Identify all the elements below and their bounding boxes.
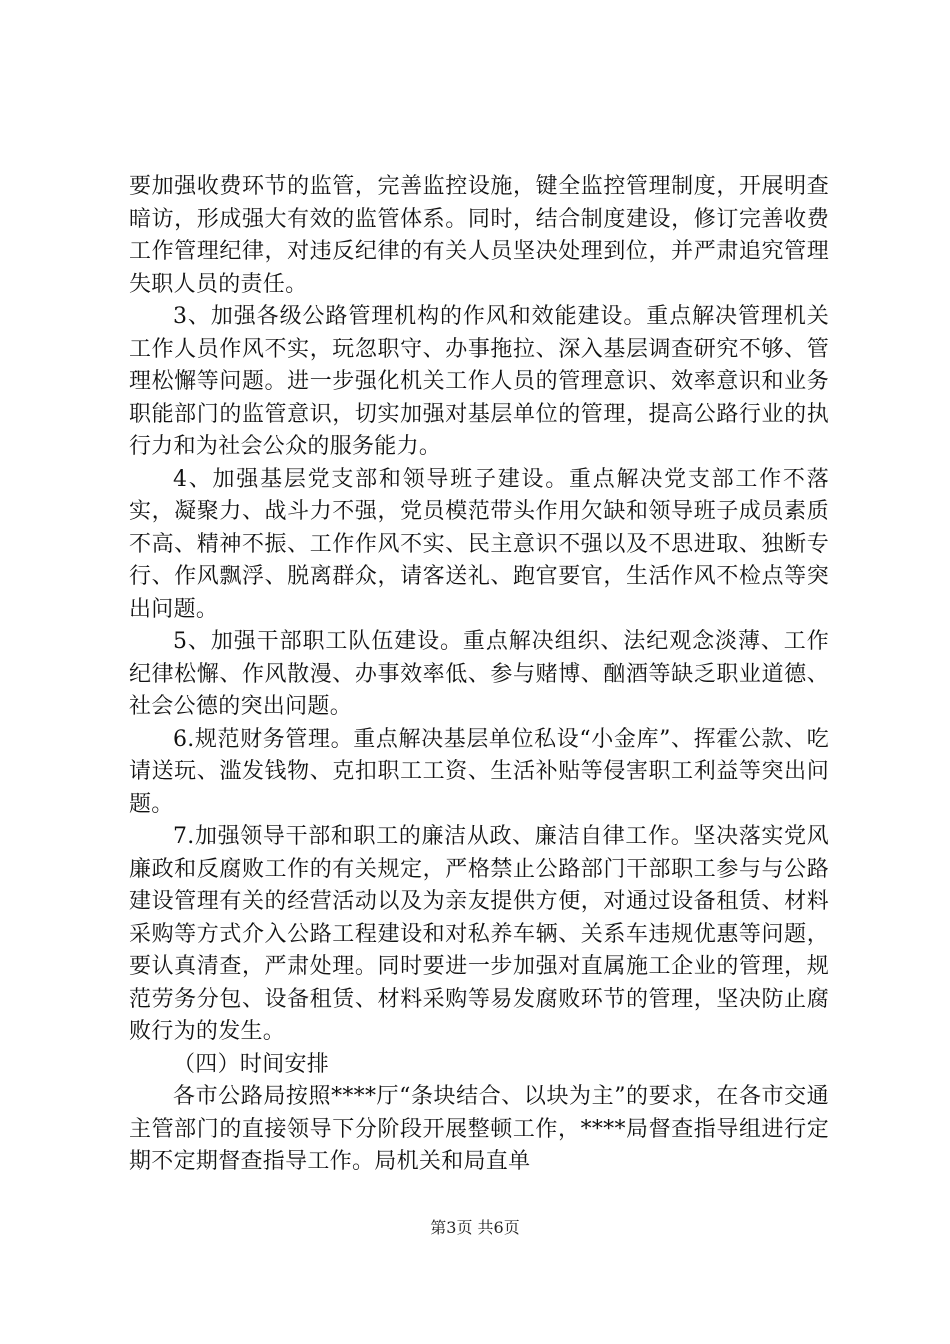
page-number-footer: 第3页 共6页 <box>430 1218 520 1237</box>
paragraph-continuation: 要加强收费环节的监管，完善监控设施，键全监控管理制度，开展明查暗访，形成强大有效的监管体系。同时，结合制度建设，修订完善收费工作管理纪律，对违反纪律的有关人员坚决处理到位，并严肃追究管理失职人员的责任。 <box>129 174 829 297</box>
document-body <box>129 171 829 1179</box>
paragraph-item-7: 7.加强领导干部和职工的廉洁从政、廉洁自律工作。坚决落实党风廉政和反腐败工作的有关规定，严格禁止公路部门干部职工参与与公路建设管理有关的经营活动以及为亲友提供方便，对通过设备租赁、材料采购等方式介入公路工程建设和对私养车辆、关系车违规优惠等问题，要认真清查，严肃处理。同时要进一步加强对直属施工企业的管理，规范劳务分包、设备租赁、材料采购等易发腐败环节的管理，坚决防止腐败行为的发生。 <box>129 824 829 1044</box>
paragraph-item-5: 5、加强干部职工队伍建设。重点解决组织、法纪观念淡薄、工作纪律松懈、作风散漫、办事效率低、参与赌博、酗酒等缺乏职业道德、社会公德的突出问题。 <box>129 629 829 719</box>
section-heading-schedule: （四）时间安排 <box>173 1051 330 1077</box>
paragraph-item-4: 4、加强基层党支部和领导班子建设。重点解决党支部工作不落实，凝聚力、战斗力不强，党员模范带头作用欠缺和领导班子成员素质不高、精神不振、工作作风不实、民主意识不强以及不思进取、独断专行、作风飘浮、脱离群众，请客送礼、跑官要官，生活作风不检点等突出问题。 <box>129 466 829 622</box>
paragraph-item-3: 3、加强各级公路管理机构的作风和效能建设。重点解决管理机关工作人员作风不实，玩忽职守、办事拖拉、深入基层调查研究不够、管理松懈等问题。进一步强化机关工作人员的管理意识、效率意识和业务职能部门的监管意识，切实加强对基层单位的管理，提高公路行业的执行力和为社会公众的服务能力。 <box>129 304 829 459</box>
paragraph-schedule: 各市公路局按照****厅“条块结合、以块为主”的要求，在各市交通主管部门的直接领导下分阶段开展整顿工作，****局督查指导组进行定期不定期督查指导工作。局机关和局直单 <box>129 1084 829 1174</box>
paragraph-item-6: 6.规范财务管理。重点解决基层单位私设“小金库”、挥霍公款、吃请送玩、滥发钱物、克扣职工工资、生活补贴等侵害职工利益等突出问题。 <box>129 726 829 817</box>
